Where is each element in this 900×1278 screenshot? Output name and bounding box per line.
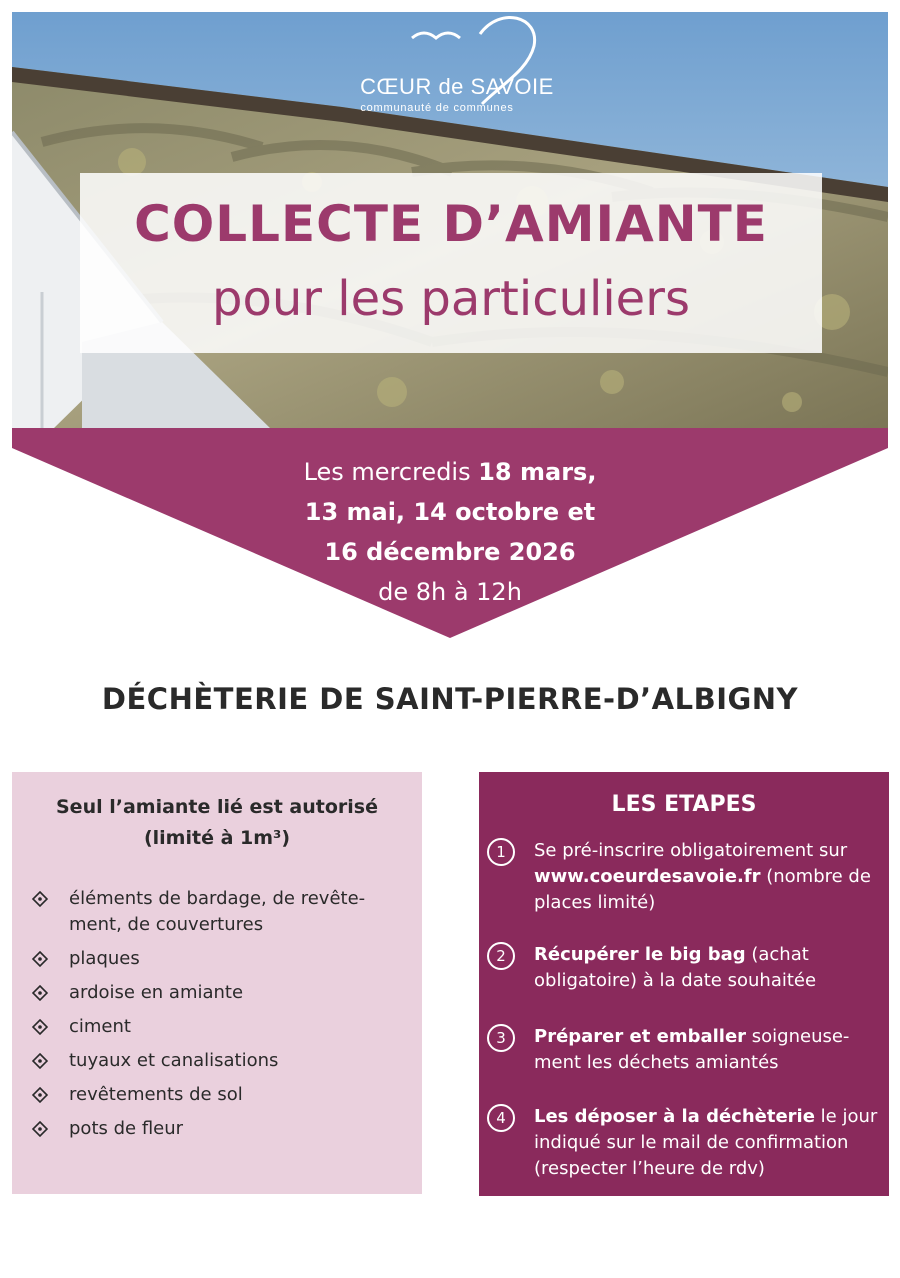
- dates-text: [150, 452, 750, 612]
- step-number-circle: 2: [487, 942, 515, 970]
- steps-box: [479, 772, 889, 1196]
- date-2: 13 mai, 14 octobre et: [304, 498, 596, 526]
- diamond-bullet-icon: [32, 951, 48, 967]
- diamond-bullet-icon: [32, 985, 48, 1001]
- step-text-bold: Préparer et emballer: [534, 1026, 747, 1047]
- diamond-bullet-icon: [32, 1087, 48, 1103]
- list-item: [32, 1014, 412, 1040]
- list-item-label: pots de fleur: [69, 1118, 184, 1139]
- step-text: [534, 1024, 886, 1076]
- list-item: [32, 980, 412, 1006]
- list-item: [32, 1116, 412, 1142]
- location-heading: DÉCHÈTERIE DE SAINT-PIERRE-D’ALBIGNY: [101, 682, 799, 716]
- date-3: 16 décembre 2026: [324, 538, 576, 566]
- dates-intro: Les mercredis: [303, 458, 479, 486]
- list-item-label: tuyaux et canalisations: [69, 1050, 279, 1071]
- step-number-circle: 3: [487, 1024, 515, 1052]
- dates-line-1: [150, 452, 750, 492]
- list-item: [32, 946, 412, 972]
- list-item: [32, 886, 412, 938]
- step-text-plain: (achat obligatoire) à la date souhaitée: [534, 944, 817, 991]
- step-text-bold: Récupérer le big bag: [534, 944, 746, 965]
- step-number-circle: 4: [487, 1104, 515, 1132]
- coeur-de-savoie-logo: [342, 22, 582, 117]
- list-item-label: revêtements de sol: [69, 1084, 243, 1105]
- main-subtitle: pour les particuliers: [212, 271, 690, 327]
- step-text: [534, 942, 886, 994]
- step-text: [534, 1104, 886, 1182]
- allowed-title-line-1: Seul l’amiante lié est autorisé: [56, 796, 378, 818]
- list-item-label: ardoise en amiante: [69, 982, 244, 1003]
- diamond-bullet-icon: [32, 891, 48, 907]
- steps-title: LES ETAPES: [611, 792, 757, 817]
- website-link[interactable]: www.coeurdesavoie.fr: [534, 866, 761, 887]
- list-item-label: ciment: [69, 1016, 131, 1037]
- list-item: [32, 1048, 412, 1074]
- allowed-title: [12, 792, 422, 854]
- main-title: COLLECTE D’AMIANTE: [134, 195, 768, 253]
- dates-line-3: [150, 532, 750, 572]
- diamond-bullet-icon: [32, 1019, 48, 1035]
- list-item-label: plaques: [69, 948, 140, 969]
- step-text: [534, 838, 886, 916]
- date-1: 18 mars,: [478, 458, 597, 486]
- step-text-plain: (nombre de places limité): [534, 866, 871, 913]
- step-text-plain: Se pré-inscrire obligatoirement sur: [534, 840, 848, 861]
- hours: de 8h à 12h: [378, 578, 522, 606]
- logo-name: CŒUR de SAVOIE: [360, 74, 554, 99]
- hero-photo: [12, 12, 888, 430]
- diamond-bullet-icon: [32, 1121, 48, 1137]
- step-text-bold: Les déposer à la déchèterie: [534, 1106, 815, 1127]
- logo-subtitle: communauté de communes: [360, 102, 514, 114]
- allowed-list: [32, 886, 412, 1150]
- list-item-label: éléments de bardage, de revête-ment, de couvertures: [69, 888, 366, 935]
- step-number-circle: 1: [487, 838, 515, 866]
- step-text-plain: soigneuse-ment les déchets amiantés: [534, 1026, 850, 1073]
- allowed-title-line-2: (limité à 1m³): [143, 827, 291, 849]
- diamond-bullet-icon: [32, 1053, 48, 1069]
- allowed-materials-box: [12, 772, 422, 1194]
- step-text-plain: le jour indiqué sur le mail de confirmation (respecter l’heure de rdv): [534, 1106, 878, 1179]
- title-box: [80, 173, 822, 353]
- list-item: [32, 1082, 412, 1108]
- dates-line-2: [150, 492, 750, 532]
